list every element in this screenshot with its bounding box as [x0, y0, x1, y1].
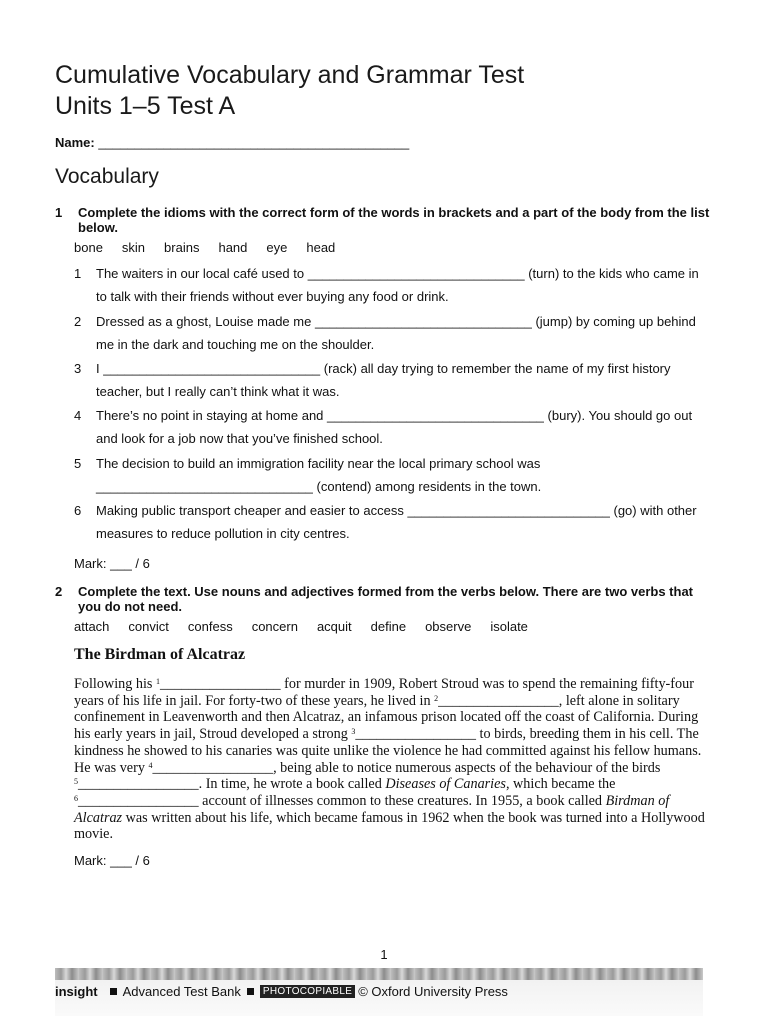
item-number: 4 [74, 408, 82, 423]
word: convict [128, 619, 169, 634]
q1-mark: Mark: ___ / 6 [74, 556, 150, 571]
word: observe [425, 619, 472, 634]
word: concern [251, 619, 298, 634]
square-bullet-icon [247, 988, 254, 995]
item-text: The waiters in our local café used to ______________________________ (turn) to the kids who came in to talk with their friends without ever buying any food or drink. [96, 266, 699, 304]
word: hand [218, 240, 248, 255]
q2-mark: Mark: ___ / 6 [74, 853, 150, 868]
instruction-text: Complete the idioms with the correct form of the words in brackets and a part of the body from the list below. [78, 205, 710, 235]
word: bone [74, 240, 103, 255]
item-number: 5 [74, 456, 82, 471]
photocopiable-badge: PHOTOCOPIABLE [260, 985, 355, 998]
word: define [370, 619, 407, 634]
word: head [306, 240, 336, 255]
q2-word-list [74, 619, 547, 634]
q1-word-list [74, 240, 354, 255]
name-field[interactable] [55, 135, 409, 150]
word: attach [74, 619, 110, 634]
page-number: 1 [380, 947, 388, 962]
item-text: Making public transport cheaper and easier to access ____________________________ (go) with other measures to reduce pollution in city centres. [96, 503, 697, 541]
word: confess [187, 619, 233, 634]
story-title: The Birdman of Alcatraz [74, 646, 246, 663]
question-number: 2 [55, 584, 63, 599]
item-number: 3 [74, 361, 82, 376]
question-2-instruction [55, 584, 715, 614]
product-name: Advanced Test Bank [122, 984, 241, 999]
square-bullet-icon [110, 988, 117, 995]
name-blank: ___________________________________________ [98, 135, 410, 150]
story-paragraph: Following his $^1$_________________ for murder in 1909, Robert Stroud was to spend the remaining fifty-four years of his life in jail. For forty-two of these years, he lived in $^2$_________________, left alone in solitary confinement in Leavenworth and then Alcatraz, an infamous prison located off the coast of California. During his early years in jail, Stroud developed a strong $^3$_________________ to birds, breeding them in his cell. The kindness he showed to his canaries was quite unlike the violence he had committed against his fellow humans. He was very $^4$_________________, being able to notice numerous aspects of the behaviour of the birds $^5$_________________. In time, he wrote a book called Diseases of Canaries, which became the $^6$_________________ account of illnesses common to these creatures. In 1955, a book called Birdman of Alcatraz was written about his life, which became famous in 1962 when the book was turned into a Hollywood movie. [74, 676, 705, 843]
word: acquit [316, 619, 352, 634]
item-text: Dressed as a ghost, Louise made me ______________________________ (jump) by coming up behind me in the dark and touching me on the shoulder. [96, 314, 696, 352]
publisher: © Oxford University Press [358, 984, 508, 999]
footer-decorative-band [55, 968, 703, 980]
item-number: 6 [74, 503, 82, 518]
title-line-2: Units 1–5 Test A [55, 92, 236, 120]
question-number: 1 [55, 205, 63, 220]
section-heading-vocabulary: Vocabulary [55, 165, 159, 188]
question-1-instruction [55, 205, 715, 235]
item-number: 1 [74, 266, 82, 281]
word: eye [266, 240, 288, 255]
word: isolate [490, 619, 528, 634]
instruction-text: Complete the text. Use nouns and adjectives formed from the verbs below. There are two verbs that you do not need. [78, 584, 693, 614]
brand-logo: insight [55, 984, 98, 999]
item-text: The decision to build an immigration facility near the local primary school was ______________________________ (contend) among residents in the town. [96, 456, 542, 494]
item-number: 2 [74, 314, 82, 329]
name-label: Name: [55, 135, 95, 150]
word: skin [121, 240, 146, 255]
item-text: I ______________________________ (rack) all day trying to remember the name of my first history teacher, but I really can’t think what it was. [96, 361, 671, 399]
word: brains [164, 240, 200, 255]
title-line-1: Cumulative Vocabulary and Grammar Test [55, 61, 525, 89]
footer [55, 984, 508, 999]
item-text: There’s no point in staying at home and ______________________________ (bury). You should go out and look for a job now that you’ve finished school. [96, 408, 693, 446]
